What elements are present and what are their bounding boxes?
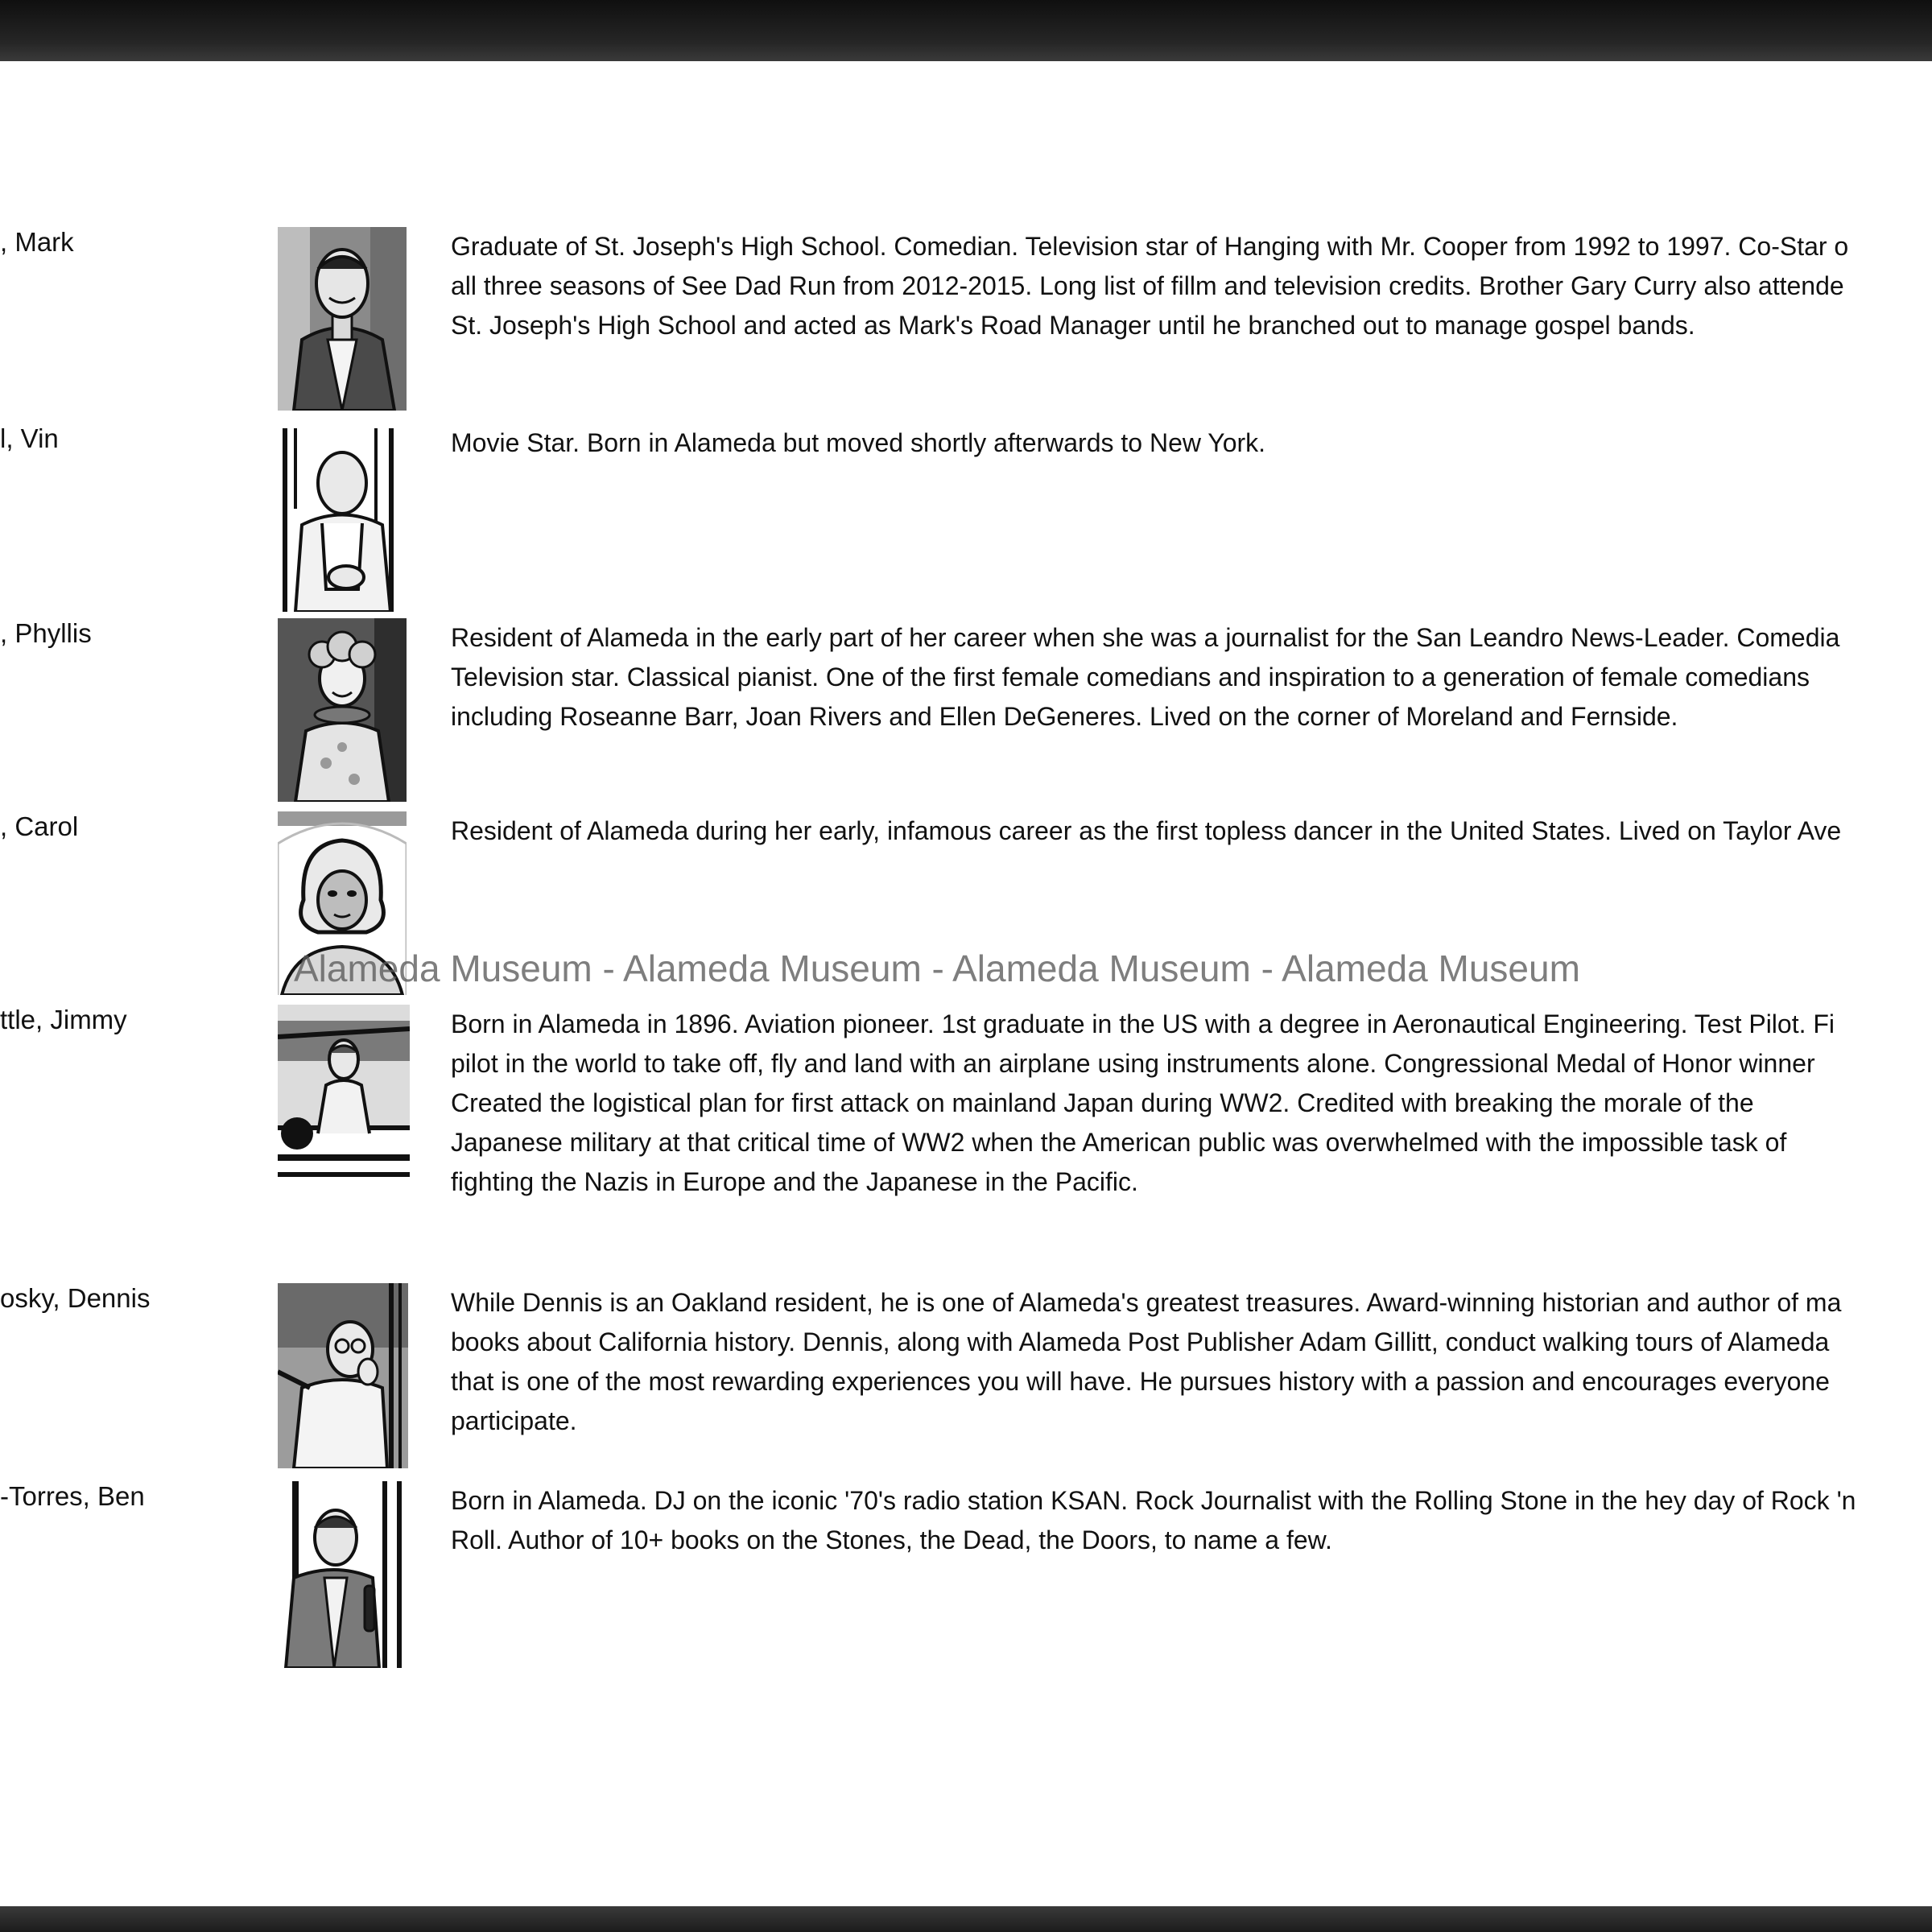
man-in-jacket-portrait-icon (278, 227, 407, 411)
description-line: Resident of Alameda in the early part of her career when she was a journalist for the San Leandro News-Leader. Comedia (451, 623, 1840, 652)
aviator-with-airplane-portrait-icon (278, 1005, 410, 1182)
description-line: Created the logistical plan for first attack on mainland Japan during WW2. Credited with breaking the morale of the (451, 1088, 1754, 1117)
watermark: Alameda Museum - Alameda Museum - Alameda Museum - Alameda Museum (294, 947, 1580, 989)
person-description (451, 1005, 1932, 1202)
description-line: Movie Star. Born in Alameda but moved shortly afterwards to New York. (451, 428, 1266, 457)
person-name: l, Vin (0, 423, 59, 453)
page-bottom-shadow (0, 1906, 1932, 1932)
woman-with-curly-hair-portrait-icon (278, 618, 407, 802)
historian-with-glasses-portrait-icon (278, 1283, 408, 1468)
description-line: pilot in the world to take off, fly and land with an airplane using instruments alone. Congressional Medal of Honor winner (451, 1049, 1815, 1078)
description-line: books about California history. Dennis, along with Alameda Post Publisher Adam Gillitt, conduct walking tours of Alameda (451, 1327, 1830, 1356)
description-line: While Dennis is an Oakland resident, he is one of Alameda's greatest treasures. Award-winning historian and author of ma (451, 1288, 1842, 1317)
description-line: St. Joseph's High School and acted as Mark's Road Manager until he branched out to manage gospel bands. (451, 311, 1695, 340)
person-description (451, 1283, 1932, 1441)
person-name: ttle, Jimmy (0, 1005, 127, 1034)
description-line: Resident of Alameda during her early, infamous career as the first topless dancer in the United States. Lived on Taylor Ave (451, 816, 1842, 845)
person-description (451, 618, 1932, 737)
description-line: that is one of the most rewarding experiences you will have. He pursues history with a passion and encourages everyone (451, 1367, 1830, 1396)
description-line: Roll. Author of 10+ books on the Stones, the Dead, the Doors, to name a few. (451, 1525, 1332, 1554)
person-description (451, 1481, 1932, 1560)
man-in-tank-top-portrait-icon (278, 428, 407, 612)
person-description (451, 423, 1932, 463)
description-line: including Roseanne Barr, Joan Rivers and Ellen DeGeneres. Lived on the corner of Moreland and Fernside. (451, 702, 1678, 731)
description-line: Japanese military at that critical time of WW2 when the American public was overwhelmed with the impossible task of (451, 1128, 1787, 1157)
description-line: Born in Alameda. DJ on the iconic '70's radio station KSAN. Rock Journalist with the Rolling Stone in the hey day of Rock 'n (451, 1486, 1856, 1515)
description-line: Born in Alameda in 1896. Aviation pioneer. 1st graduate in the US with a degree in Aeronautical Engineering. Test Pilot. Fi (451, 1009, 1835, 1038)
description-line: participate. (451, 1406, 577, 1435)
description-line: fighting the Nazis in Europe and the Japanese in the Pacific. (451, 1167, 1138, 1196)
description-line: Television star. Classical pianist. One of the first female comedians and inspiration to a generation of female comedians (451, 663, 1810, 691)
person-name: , Phyllis (0, 618, 92, 648)
man-with-microphone-portrait-icon (278, 1481, 405, 1668)
description-line: Graduate of St. Joseph's High School. Comedian. Television star of Hanging with Mr. Cooper from 1992 to 1997. Co-Star o (451, 232, 1849, 261)
person-description (451, 811, 1932, 851)
description-line: all three seasons of See Dad Run from 2012-2015. Long list of fillm and television credits. Brother Gary Curry also attende (451, 271, 1844, 300)
person-name: , Carol (0, 811, 79, 841)
person-name: , Mark (0, 227, 74, 257)
person-description (451, 227, 1932, 345)
person-name: -Torres, Ben (0, 1481, 145, 1511)
person-name: osky, Dennis (0, 1283, 151, 1313)
